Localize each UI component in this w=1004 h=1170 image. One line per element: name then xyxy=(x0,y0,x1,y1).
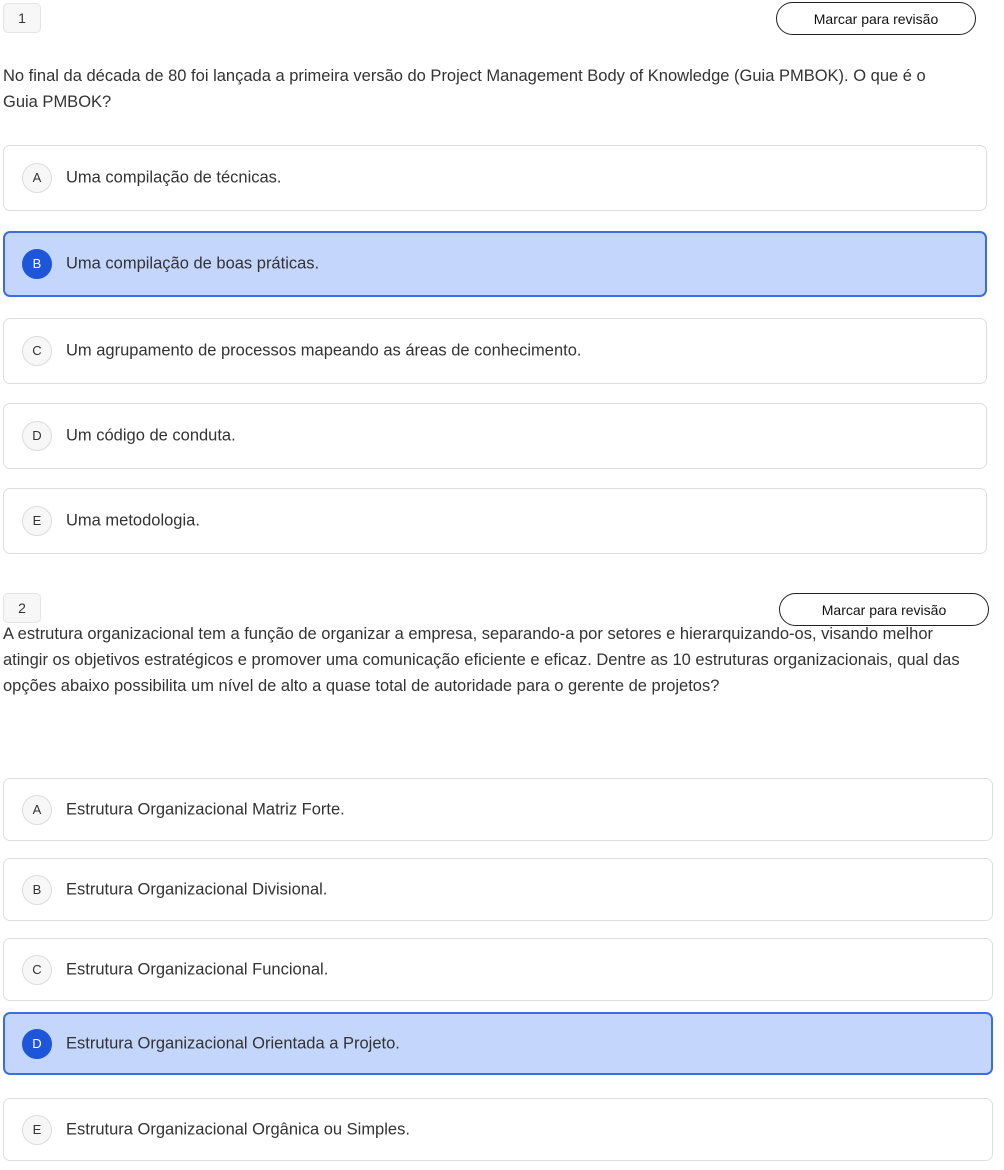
option-a[interactable] xyxy=(3,778,993,841)
question-text: A estrutura organizacional tem a função de organizar a empresa, separando-a por setores e hierarquizando-os, visando melhor atingir os objetivos estratégicos e promover uma comunicação eficiente e eficaz. Dentre as 10 estruturas organizacionais, qual das opções abaixo possibilita um nível de alto a quase total de autoridade para o gerente de projetos? xyxy=(3,625,960,695)
option-letter: E xyxy=(22,506,52,536)
option-letter: B xyxy=(22,249,52,279)
option-letter: A xyxy=(22,795,52,825)
option-letter: C xyxy=(22,336,52,366)
mark-for-review-button[interactable]: Marcar para revisão xyxy=(776,2,976,35)
option-c[interactable] xyxy=(3,318,987,384)
option-letter: B xyxy=(22,875,52,905)
option-text: Uma compilação de boas práticas. xyxy=(66,254,320,273)
question-number: 1 xyxy=(3,3,41,33)
option-c[interactable] xyxy=(3,938,993,1001)
option-text: Um código de conduta. xyxy=(66,426,236,445)
option-letter: A xyxy=(22,163,52,193)
option-e[interactable] xyxy=(3,488,987,554)
option-d[interactable] xyxy=(3,1012,993,1075)
mark-for-review-button[interactable]: Marcar para revisão xyxy=(779,593,989,626)
option-text: Um agrupamento de processos mapeando as áreas de conhecimento. xyxy=(66,341,582,360)
option-e[interactable] xyxy=(3,1098,993,1161)
option-letter: E xyxy=(22,1115,52,1145)
question-text: No final da década de 80 foi lançada a primeira versão do Project Management Body of Knowledge (Guia PMBOK). O que é o Guia PMBOK? xyxy=(3,67,926,111)
option-b[interactable] xyxy=(3,231,987,297)
option-text: Estrutura Organizacional Divisional. xyxy=(66,880,328,898)
option-a[interactable] xyxy=(3,145,987,211)
question-number: 2 xyxy=(3,593,41,623)
option-text: Uma compilação de técnicas. xyxy=(66,168,282,187)
option-text: Estrutura Organizacional Orientada a Projeto. xyxy=(66,1034,400,1052)
option-b[interactable] xyxy=(3,858,993,921)
option-text: Uma metodologia. xyxy=(66,511,200,530)
option-text: Estrutura Organizacional Orgânica ou Simples. xyxy=(66,1120,410,1138)
option-d[interactable] xyxy=(3,403,987,469)
option-letter: D xyxy=(22,421,52,451)
option-text: Estrutura Organizacional Funcional. xyxy=(66,960,329,978)
option-letter: D xyxy=(22,1029,52,1059)
option-letter: C xyxy=(22,955,52,985)
option-text: Estrutura Organizacional Matriz Forte. xyxy=(66,800,345,818)
